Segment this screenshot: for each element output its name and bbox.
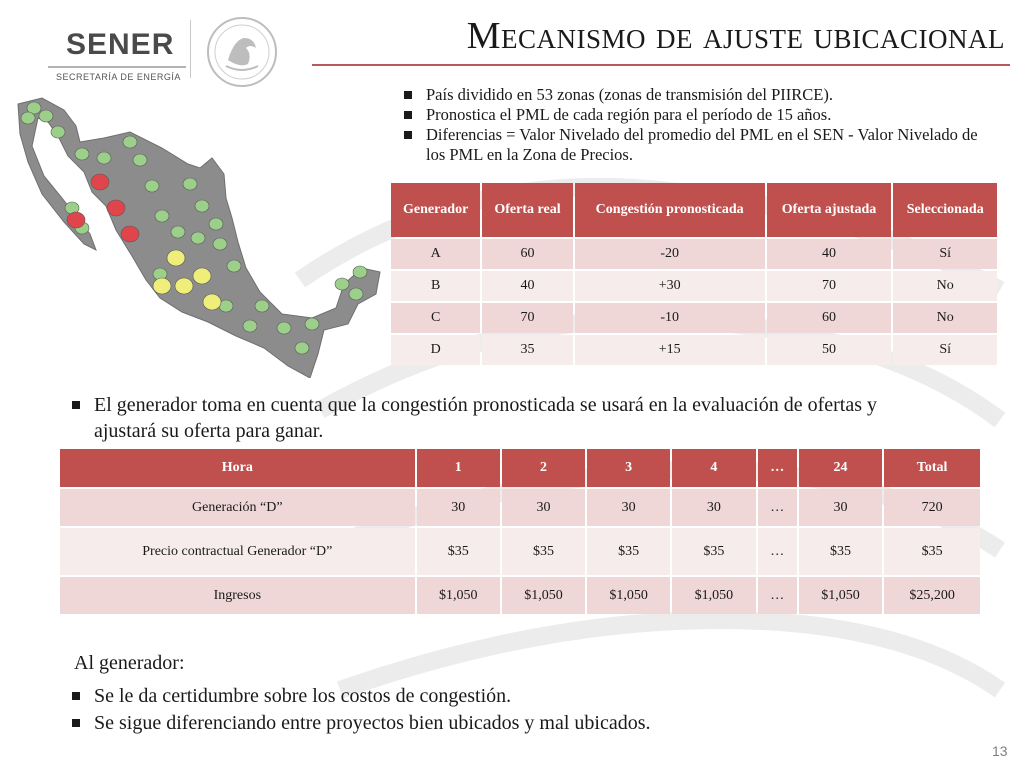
table-cell: Generación “D” <box>60 489 415 526</box>
table-cell: 70 <box>767 271 892 301</box>
table-cell: $1,050 <box>799 577 882 614</box>
table-cell: 40 <box>767 239 892 269</box>
table-cell: 720 <box>884 489 980 526</box>
zone-marker <box>243 320 257 332</box>
bullet-item: Se sigue diferenciando entre proyectos bien ubicados y mal ubicados. <box>64 710 964 737</box>
header-cell: Oferta ajustada <box>767 183 892 237</box>
table-cell: C <box>391 303 480 333</box>
bullet-item: Pronostica el PML de cada región para el período de 15 años. <box>396 105 996 125</box>
table-row <box>60 528 980 575</box>
table-cell: Sí <box>893 239 997 269</box>
zone-marker <box>133 154 147 166</box>
header-cell: Oferta real <box>482 183 572 237</box>
zone-marker <box>121 226 139 242</box>
table-row <box>391 303 997 333</box>
zone-marker <box>21 112 35 124</box>
logo-wordmark: SENER <box>66 28 175 61</box>
zone-marker <box>305 318 319 330</box>
header-cell: … <box>758 449 797 487</box>
header-cell: 1 <box>417 449 500 487</box>
zone-marker <box>227 260 241 272</box>
header-cell: Congestión pronosticada <box>575 183 765 237</box>
logo-rule <box>48 66 186 68</box>
generator-d-revenue-table <box>58 447 982 616</box>
logo-subtitle: SECRETARÍA DE ENERGÍA <box>56 72 181 82</box>
page-number: 13 <box>992 743 1008 759</box>
table-cell: 60 <box>767 303 892 333</box>
sener-logo <box>40 20 190 80</box>
zone-marker <box>171 226 185 238</box>
zone-marker <box>91 174 109 190</box>
table-cell: No <box>893 271 997 301</box>
generator-offers-table <box>389 181 999 367</box>
mid-bullet-list <box>64 392 944 444</box>
zone-marker <box>175 278 193 294</box>
header-cell: 3 <box>587 449 670 487</box>
zone-marker <box>145 180 159 192</box>
zone-marker <box>295 342 309 354</box>
zone-marker <box>255 300 269 312</box>
table-cell: $1,050 <box>502 577 585 614</box>
table-cell: $35 <box>587 528 670 575</box>
bottom-bullet-list <box>64 683 964 737</box>
zone-marker <box>97 152 111 164</box>
header-cell: Hora <box>60 449 415 487</box>
table-cell: … <box>758 489 797 526</box>
header-cell: Total <box>884 449 980 487</box>
table-cell: +30 <box>575 271 765 301</box>
table-cell: 40 <box>482 271 572 301</box>
zone-marker <box>167 250 185 266</box>
zone-marker <box>75 148 89 160</box>
zone-marker <box>213 238 227 250</box>
zone-marker <box>353 266 367 278</box>
zone-marker <box>183 178 197 190</box>
table-cell: 30 <box>799 489 882 526</box>
table-cell: $35 <box>799 528 882 575</box>
zone-marker <box>203 294 221 310</box>
zone-marker <box>349 288 363 300</box>
title-underline <box>312 64 1010 66</box>
table-cell: $35 <box>502 528 585 575</box>
bullet-item: Se le da certidumbre sobre los costos de congestión. <box>64 683 964 710</box>
table-row <box>391 271 997 301</box>
header-cell: 2 <box>502 449 585 487</box>
table-cell: 70 <box>482 303 572 333</box>
header-divider <box>190 20 191 78</box>
zone-marker <box>195 200 209 212</box>
table-cell: … <box>758 528 797 575</box>
zone-marker <box>67 212 85 228</box>
mexico-seal-icon <box>204 14 280 90</box>
table-cell: Ingresos <box>60 577 415 614</box>
slide-title: Mecanismo de ajuste ubicacional <box>466 15 1005 57</box>
table-cell: Sí <box>893 335 997 365</box>
zone-marker <box>153 278 171 294</box>
zone-marker <box>155 210 169 222</box>
table-cell: $35 <box>884 528 980 575</box>
closing-label: Al generador: <box>74 652 185 674</box>
table-row <box>60 489 980 526</box>
table-cell: $35 <box>417 528 500 575</box>
table-cell: $1,050 <box>672 577 755 614</box>
zone-marker <box>191 232 205 244</box>
table-cell: A <box>391 239 480 269</box>
zone-marker <box>51 126 65 138</box>
zone-marker <box>107 200 125 216</box>
table-row <box>391 239 997 269</box>
table-cell: B <box>391 271 480 301</box>
header-cell: Generador <box>391 183 480 237</box>
table-row <box>391 335 997 365</box>
table-cell: 30 <box>502 489 585 526</box>
zone-marker <box>209 218 223 230</box>
top-bullet-list <box>396 85 996 165</box>
table-cell: 30 <box>417 489 500 526</box>
table-cell: $25,200 <box>884 577 980 614</box>
table-cell: -10 <box>575 303 765 333</box>
bullet-item: Diferencias = Valor Nivelado del promedio del PML en el SEN - Valor Nivelado de los PML en la Zona de Precios. <box>396 125 996 165</box>
table-cell: … <box>758 577 797 614</box>
table-cell: 30 <box>672 489 755 526</box>
table-cell: $1,050 <box>417 577 500 614</box>
table-cell: 60 <box>482 239 572 269</box>
table-cell: +15 <box>575 335 765 365</box>
table-cell: 35 <box>482 335 572 365</box>
header-cell: Seleccionada <box>893 183 997 237</box>
table-cell: -20 <box>575 239 765 269</box>
zone-marker <box>277 322 291 334</box>
table-cell: D <box>391 335 480 365</box>
table-cell: 30 <box>587 489 670 526</box>
table-row <box>60 577 980 614</box>
header-cell: 4 <box>672 449 755 487</box>
table-cell: $35 <box>672 528 755 575</box>
zone-marker <box>335 278 349 290</box>
table-cell: No <box>893 303 997 333</box>
zone-marker <box>39 110 53 122</box>
table-cell: $1,050 <box>587 577 670 614</box>
bullet-item: País dividido en 53 zonas (zonas de transmisión del PIIRCE). <box>396 85 996 105</box>
table-cell: 50 <box>767 335 892 365</box>
zone-marker <box>193 268 211 284</box>
bullet-item: El generador toma en cuenta que la congestión pronosticada se usará en la evaluación de ofertas y ajustará su oferta para ganar. <box>64 392 944 444</box>
table-header-row <box>60 449 980 487</box>
zone-marker <box>123 136 137 148</box>
header-cell: 24 <box>799 449 882 487</box>
table-cell: Precio contractual Generador “D” <box>60 528 415 575</box>
table-header-row <box>391 183 997 237</box>
mexico-zones-map <box>12 96 384 378</box>
